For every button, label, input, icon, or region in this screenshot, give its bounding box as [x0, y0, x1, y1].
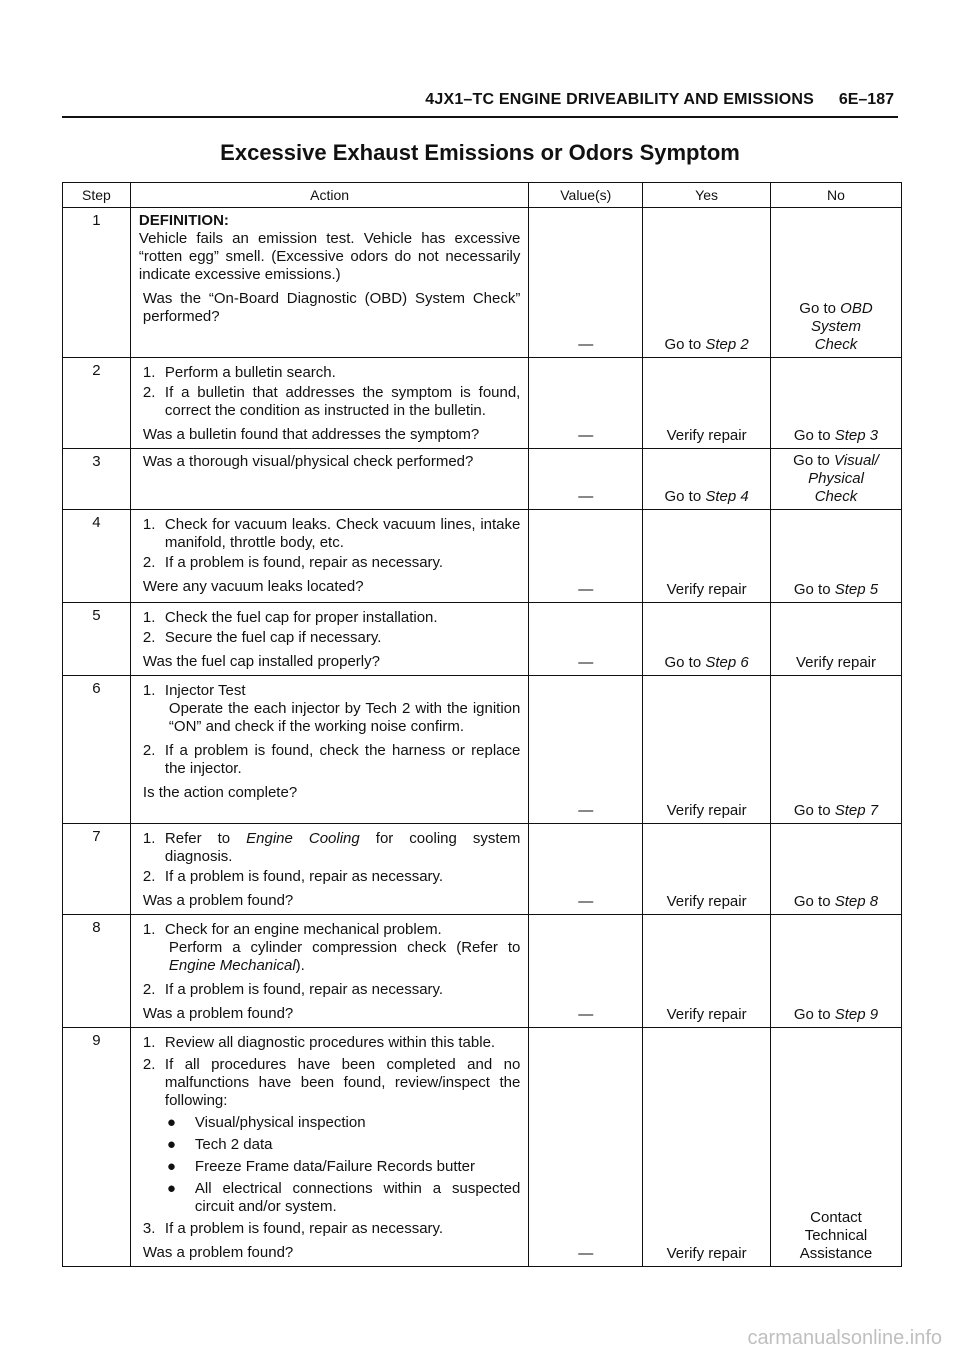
- list-item: ● All electrical connections within a suspected circuit and/or system.: [166, 1180, 521, 1215]
- table-row: [63, 603, 902, 676]
- bullet-icon: ●: [166, 1136, 176, 1153]
- value-cell: —: [529, 510, 643, 603]
- list-item: ● Tech 2 data: [166, 1136, 273, 1153]
- step-question: Is the action complete?: [142, 784, 298, 801]
- action-cell: 1. Check the fuel cap for proper installation. 2. Secure the fuel cap if necessary. Was the fuel cap installed properly?: [130, 603, 528, 676]
- table-row: [63, 915, 902, 1028]
- step-link[interactable]: Step 6: [705, 654, 749, 671]
- step-number: 2: [63, 358, 131, 449]
- bullet-icon: ●: [166, 1180, 176, 1197]
- col-no: No: [770, 183, 901, 208]
- action-cell: 1. Review all diagnostic procedures within this table. 2. If all procedures have been completed and no malfunctions have been found, review/inspect the following: ● Visual/physical inspection ● Tech 2 data ● Freeze Frame data/Failure Records butter ● All electrical connections within a suspected circuit and/or system. 3. If a problem is found, repair as necessary. Was a problem found?: [130, 1028, 528, 1267]
- col-values: Value(s): [529, 183, 643, 208]
- step-link[interactable]: Step 9: [834, 1006, 879, 1023]
- step-number: 8: [63, 915, 131, 1028]
- visual-check-link[interactable]: Visual/ Physical Check: [808, 452, 879, 505]
- yes-cell: Verify repair: [643, 676, 771, 824]
- table-row: [63, 510, 902, 603]
- bullet-icon: ●: [166, 1114, 176, 1131]
- definition-label: DEFINITION:: [138, 212, 229, 229]
- yes-cell: Go to Step 6: [643, 603, 771, 676]
- step-link[interactable]: Step 3: [834, 427, 879, 444]
- yes-cell: Verify repair: [643, 915, 771, 1028]
- value-cell: —: [529, 603, 643, 676]
- col-yes: Yes: [643, 183, 771, 208]
- list-item: ● Freeze Frame data/Failure Records butter: [166, 1158, 476, 1175]
- action-cell: 1. Perform a bulletin search. 2. If a bulletin that addresses the symptom is found, correct the condition as instructed in the bulletin. Was a bulletin found that addresses the symptom?: [130, 358, 528, 449]
- no-cell: Go to Step 5: [770, 510, 901, 603]
- value-cell: —: [529, 676, 643, 824]
- no-cell: Contact Technical Assistance: [770, 1028, 901, 1267]
- table-row: [63, 358, 902, 449]
- action-cell: [130, 208, 528, 358]
- step-link[interactable]: Step 2: [705, 336, 749, 353]
- step-number: 9: [63, 1028, 131, 1267]
- step-link[interactable]: Step 4: [705, 488, 749, 505]
- value-cell: —: [529, 824, 643, 915]
- no-cell: Verify repair: [770, 603, 901, 676]
- watermark: carmanualsonline.info: [747, 1327, 942, 1349]
- value-cell: —: [529, 1028, 643, 1267]
- table-row: [63, 449, 902, 510]
- step-question: Was a bulletin found that addresses the symptom?: [142, 426, 480, 443]
- step-question: Was the fuel cap installed properly?: [142, 653, 380, 670]
- step-link[interactable]: Step 5: [834, 581, 879, 598]
- yes-cell: Verify repair: [643, 510, 771, 603]
- step-question: Were any vacuum leaks located?: [142, 578, 364, 595]
- no-cell: Go to Visual/ Physical Check: [770, 449, 901, 510]
- diagnostic-table: [62, 182, 902, 1267]
- definition-text: Vehicle fails an emission test. Vehicle has excessive “rotten egg” smell. (Excessive odors do not necessarily indicate excessive emissions.): [138, 230, 521, 283]
- step-link[interactable]: Step 7: [834, 802, 879, 819]
- yes-cell: Verify repair: [643, 1028, 771, 1267]
- table-row: [63, 824, 902, 915]
- yes-cell: Verify repair: [643, 824, 771, 915]
- col-step: Step: [63, 183, 131, 208]
- bullet-icon: ●: [166, 1158, 176, 1175]
- step-question: Was a thorough visual/physical check performed?: [142, 453, 474, 470]
- engine-cooling-link[interactable]: Engine Cooling: [246, 830, 360, 847]
- no-cell: Go to Step 9: [770, 915, 901, 1028]
- engine-mechanical-link[interactable]: Engine Mechanical: [168, 957, 296, 974]
- list-item: ● Visual/physical inspection: [166, 1114, 366, 1131]
- yes-cell: Go to Step 4: [643, 449, 771, 510]
- page-number: 6E–187: [838, 91, 894, 108]
- action-cell: 1. Check for an engine mechanical problem. Perform a cylinder compression check (Refer to Engine Mechanical). 2. If a problem is found, repair as necessary. Was a problem found?: [130, 915, 528, 1028]
- table-row: [63, 1028, 902, 1267]
- value-cell: —: [529, 449, 643, 510]
- value-cell: —: [529, 208, 643, 358]
- step-number: 3: [63, 449, 131, 510]
- no-cell: Go to Step 7: [770, 676, 901, 824]
- obd-check-link[interactable]: OBD System Check: [810, 300, 873, 353]
- action-cell: 1. Injector Test Operate the each injector by Tech 2 with the ignition “ON” and check if the working noise confirm. 2. If a problem is found, check the harness or replace the injector. Is the action complete?: [130, 676, 528, 824]
- step-number: 6: [63, 676, 131, 824]
- table-row: [63, 208, 902, 358]
- step-number: 4: [63, 510, 131, 603]
- step-question: Was the “On-Board Diagnostic (OBD) System Check” performed?: [142, 290, 521, 325]
- document-title: Excessive Exhaust Emissions or Odors Symptom: [220, 140, 740, 165]
- step-question: Was a problem found?: [142, 1244, 294, 1261]
- step-question: Was a problem found?: [142, 892, 294, 909]
- yes-cell: Go to Step 2: [643, 208, 771, 358]
- value-cell: —: [529, 358, 643, 449]
- col-action: Action: [130, 183, 528, 208]
- no-cell: Go to Step 8: [770, 824, 901, 915]
- action-cell: [130, 449, 528, 510]
- step-link[interactable]: Step 8: [834, 893, 879, 910]
- no-cell: Go to Step 3: [770, 358, 901, 449]
- step-number: 5: [63, 603, 131, 676]
- table-header-row: [63, 183, 902, 208]
- table-row: [63, 676, 902, 824]
- value-cell: —: [529, 915, 643, 1028]
- step-number: 1: [63, 208, 131, 358]
- no-cell: Go to OBD System Check: [770, 208, 901, 358]
- step-number: 7: [63, 824, 131, 915]
- page-header: [62, 88, 898, 118]
- action-cell: 1. Check for vacuum leaks. Check vacuum lines, intake manifold, throttle body, etc. 2. If a problem is found, repair as necessary. Were any vacuum leaks located?: [130, 510, 528, 603]
- step-question: Was a problem found?: [142, 1005, 294, 1022]
- section-title: 4JX1–TC ENGINE DRIVEABILITY AND EMISSIONS: [425, 91, 814, 108]
- yes-cell: Verify repair: [643, 358, 771, 449]
- action-cell: 1. Refer to Engine Cooling for cooling system diagnosis. 2. If a problem is found, repair as necessary. Was a problem found?: [130, 824, 528, 915]
